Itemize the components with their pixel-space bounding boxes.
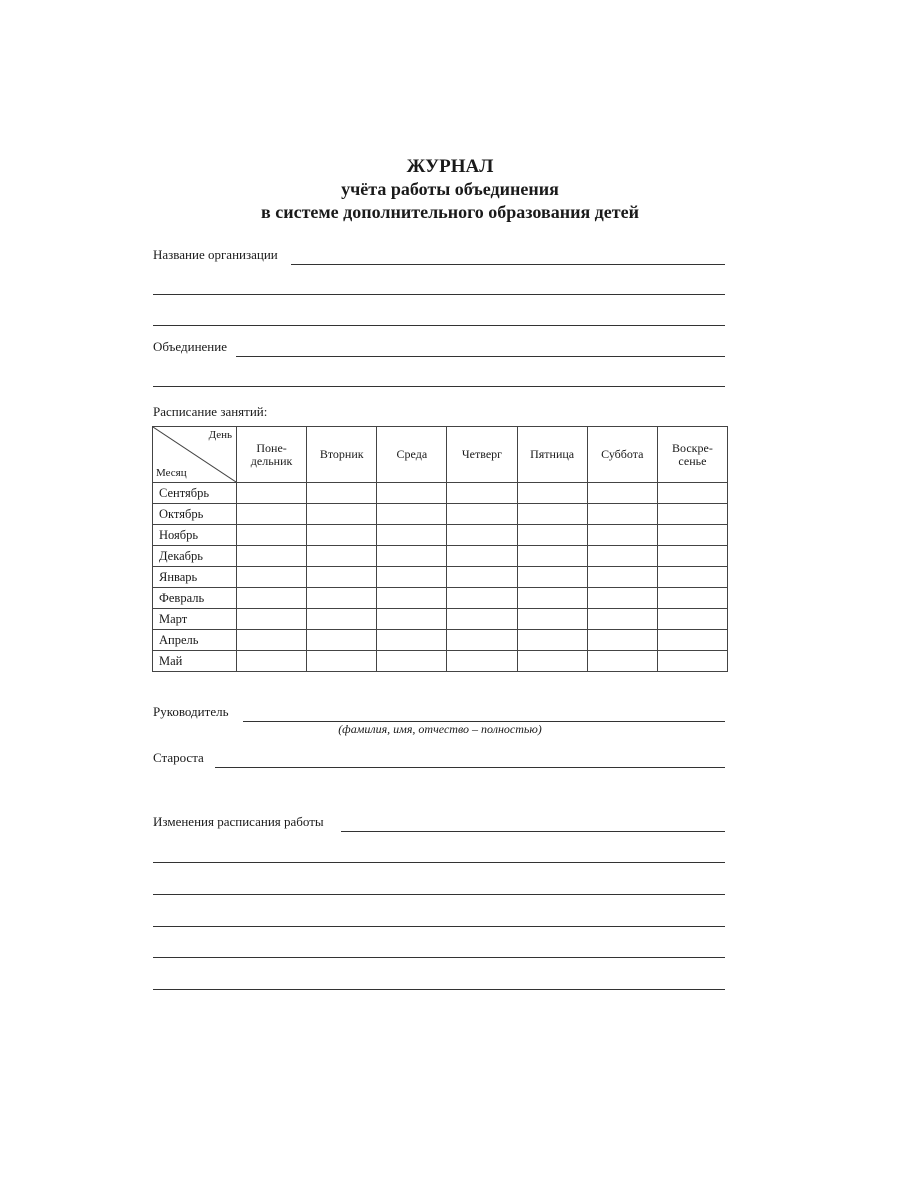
corner-month-label: Месяц	[156, 467, 187, 479]
schedule-cell[interactable]	[657, 546, 727, 567]
association-line	[236, 356, 725, 357]
day-header-line-2: дельник	[250, 453, 293, 468]
schedule-header-row	[153, 427, 728, 483]
association-label: Объединение	[153, 339, 227, 354]
schedule-cell[interactable]	[307, 483, 377, 504]
day-header	[307, 427, 377, 483]
schedule-cell[interactable]	[587, 525, 657, 546]
table-row	[153, 546, 728, 567]
schedule-cell[interactable]	[587, 483, 657, 504]
schedule-cell[interactable]	[237, 546, 307, 567]
schedule-cell[interactable]	[307, 609, 377, 630]
schedule-cell[interactable]	[307, 651, 377, 672]
schedule-cell[interactable]	[377, 525, 447, 546]
day-header-line-1: Четверг	[461, 447, 503, 461]
day-header-line-1: Вторник	[319, 447, 364, 461]
schedule-cell[interactable]	[447, 504, 517, 525]
schedule-cell[interactable]	[237, 609, 307, 630]
schedule-cell[interactable]	[587, 567, 657, 588]
changes-line-6[interactable]	[153, 989, 725, 990]
schedule-cell[interactable]	[517, 546, 587, 567]
schedule-cell[interactable]	[517, 630, 587, 651]
schedule-cell[interactable]	[307, 504, 377, 525]
day-header-line-1: Суббота	[601, 447, 644, 461]
changes-line	[341, 831, 725, 832]
day-header	[237, 427, 307, 483]
month-cell: Декабрь	[153, 546, 237, 567]
day-header	[377, 427, 447, 483]
table-row	[153, 609, 728, 630]
table-row	[153, 525, 728, 546]
organization-label: Название организации	[153, 247, 278, 262]
table-row	[153, 483, 728, 504]
journal-title	[0, 155, 900, 224]
table-corner-cell	[153, 427, 237, 483]
schedule-cell[interactable]	[377, 567, 447, 588]
table-row	[153, 651, 728, 672]
schedule-cell[interactable]	[307, 567, 377, 588]
month-cell: Январь	[153, 567, 237, 588]
schedule-cell[interactable]	[307, 588, 377, 609]
schedule-cell[interactable]	[237, 483, 307, 504]
schedule-cell[interactable]	[517, 504, 587, 525]
schedule-cell[interactable]	[237, 588, 307, 609]
leader-hint: (фамилия, имя, отчество – полностью)	[338, 722, 542, 736]
table-row	[153, 567, 728, 588]
day-header-line-2: сенье	[678, 453, 707, 468]
schedule-cell[interactable]	[237, 630, 307, 651]
schedule-cell[interactable]	[447, 609, 517, 630]
schedule-cell[interactable]	[587, 588, 657, 609]
month-cell: Октябрь	[153, 504, 237, 525]
leader-field[interactable]	[153, 702, 725, 722]
schedule-label: Расписание занятий:	[153, 404, 268, 419]
schedule-cell[interactable]	[377, 588, 447, 609]
month-cell: Сентябрь	[153, 483, 237, 504]
schedule-cell[interactable]	[587, 651, 657, 672]
changes-line-2[interactable]	[153, 862, 725, 863]
month-cell: Март	[153, 609, 237, 630]
organization-line-2[interactable]	[153, 294, 725, 295]
schedule-cell[interactable]	[447, 567, 517, 588]
title-line-3: в системе дополнительного образования детей	[261, 202, 639, 222]
schedule-cell[interactable]	[517, 483, 587, 504]
month-cell: Май	[153, 651, 237, 672]
month-cell: Ноябрь	[153, 525, 237, 546]
schedule-cell[interactable]	[517, 609, 587, 630]
changes-line-3[interactable]	[153, 894, 725, 895]
day-header-line-1: Пятница	[530, 447, 575, 461]
schedule-cell[interactable]	[447, 525, 517, 546]
day-header	[657, 427, 727, 483]
changes-line-4[interactable]	[153, 926, 725, 927]
schedule-cell[interactable]	[377, 504, 447, 525]
day-header	[517, 427, 587, 483]
organization-line-3[interactable]	[153, 325, 725, 326]
schedule-cell[interactable]	[517, 525, 587, 546]
schedule-cell[interactable]	[657, 525, 727, 546]
schedule-cell[interactable]	[657, 609, 727, 630]
day-header	[447, 427, 517, 483]
schedule-cell[interactable]	[447, 651, 517, 672]
organization-line	[291, 264, 725, 265]
table-row	[153, 588, 728, 609]
schedule-cell[interactable]	[447, 630, 517, 651]
schedule-cell[interactable]	[587, 630, 657, 651]
schedule-cell[interactable]	[237, 567, 307, 588]
schedule-cell[interactable]	[447, 546, 517, 567]
schedule-table	[152, 426, 728, 672]
day-header-line-1: Среда	[396, 447, 428, 461]
monitor-label: Староста	[153, 750, 204, 765]
schedule-cell[interactable]	[447, 588, 517, 609]
changes-line-5[interactable]	[153, 957, 725, 958]
association-line-2[interactable]	[153, 386, 725, 387]
table-row	[153, 630, 728, 651]
schedule-cell[interactable]	[447, 483, 517, 504]
schedule-cell[interactable]	[377, 609, 447, 630]
month-cell: Февраль	[153, 588, 237, 609]
corner-day-label: День	[208, 429, 232, 441]
monitor-line	[215, 767, 725, 768]
leader-label: Руководитель	[153, 704, 229, 719]
schedule-cell[interactable]	[657, 588, 727, 609]
organization-field[interactable]	[153, 245, 725, 265]
schedule-cell[interactable]	[237, 504, 307, 525]
schedule-cell[interactable]	[657, 483, 727, 504]
table-row	[153, 504, 728, 525]
schedule-cell[interactable]	[657, 567, 727, 588]
schedule-cell[interactable]	[307, 546, 377, 567]
schedule-cell[interactable]	[377, 651, 447, 672]
schedule-cell[interactable]	[657, 651, 727, 672]
schedule-cell[interactable]	[307, 630, 377, 651]
schedule-cell[interactable]	[587, 504, 657, 525]
schedule-cell[interactable]	[517, 588, 587, 609]
schedule-cell[interactable]	[587, 546, 657, 567]
schedule-cell[interactable]	[587, 609, 657, 630]
schedule-cell[interactable]	[657, 504, 727, 525]
month-cell: Апрель	[153, 630, 237, 651]
day-header	[587, 427, 657, 483]
schedule-cell[interactable]	[377, 630, 447, 651]
schedule-cell[interactable]	[517, 651, 587, 672]
changes-label: Изменения расписания работы	[153, 814, 324, 829]
monitor-field[interactable]	[153, 748, 725, 768]
day-header-line-1: Поне-	[256, 440, 287, 455]
association-field[interactable]	[153, 337, 725, 357]
changes-field[interactable]	[153, 812, 725, 832]
schedule-cell[interactable]	[237, 651, 307, 672]
schedule-cell[interactable]	[517, 567, 587, 588]
schedule-cell[interactable]	[307, 525, 377, 546]
title-line-2: учёта работы объединения	[341, 179, 559, 199]
schedule-cell[interactable]	[377, 483, 447, 504]
schedule-cell[interactable]	[237, 525, 307, 546]
day-header-line-1: Воскре-	[672, 440, 713, 455]
schedule-cell[interactable]	[377, 546, 447, 567]
schedule-cell[interactable]	[657, 630, 727, 651]
title-line-1: ЖУРНАЛ	[406, 156, 494, 177]
